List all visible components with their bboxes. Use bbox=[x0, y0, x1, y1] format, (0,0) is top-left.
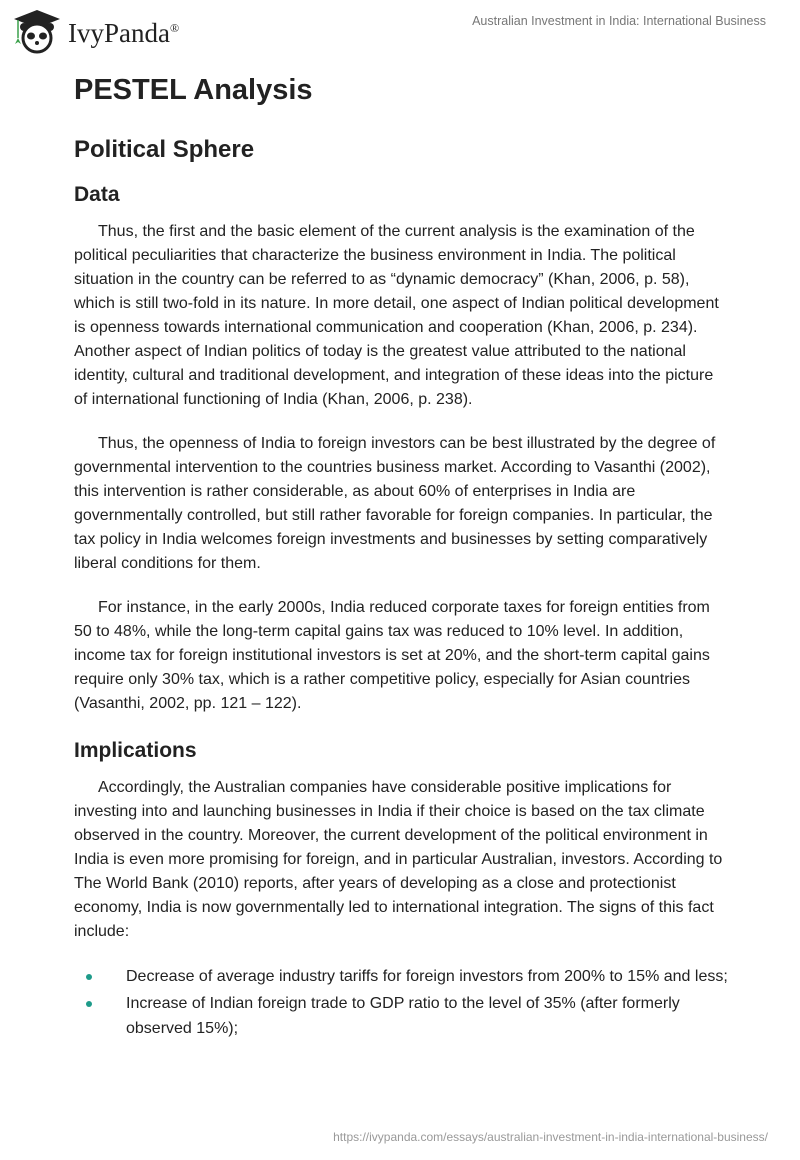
panda-graduate-icon bbox=[12, 8, 62, 54]
paragraph: Thus, the openness of India to foreign investors can be best illustrated by the degree of governmental intervention to the countries business market. According to Vasanthi (2002), this intervention is rather considerable, as about 60% of enterprises in India are governmentally controlled, but still rather favorable for foreign companies. In particular, the tax policy in India welcomes foreign investments and businesses by setting comparatively liberal conditions for them. bbox=[74, 435, 716, 572]
document-title: Australian Investment in India: International Business bbox=[472, 14, 766, 28]
list-item bbox=[74, 991, 730, 1041]
data-heading: Data bbox=[74, 183, 120, 206]
registered-mark: ® bbox=[169, 20, 180, 35]
list-item bbox=[74, 964, 730, 989]
list-item-text: Decrease of average industry tariffs for foreign investors from 200% to 15% and less; bbox=[126, 968, 728, 985]
paragraph: Thus, the first and the basic element of the current analysis is the examination of the political peculiarities that characterize the business environment in India. The political situation in the country can be referred to as “dynamic democracy” (Khan, 2006, p. 58), which is still two-fold in its nature. In more detail, one aspect of Indian political development is openness towards international communication and cooperation (Khan, 2006, p. 234). Another aspect of Indian politics of today is the greatest value attributed to the national identity, cultural and traditional development, and integration of these ideas into the picture of international functioning of India (Khan, 2006, p. 238). bbox=[74, 223, 719, 408]
paragraph: Accordingly, the Australian companies have considerable positive implications for investing into and launching businesses in India if their choice is based on the tax climate observed in the country. Moreover, the current development of the political environment in India is even more promising for foreign, and in particular Australian, investors. According to The World Bank (2010) reports, after years of developing as a close and protectionist economy, India is now governmentally led to international integration. The signs of this fact include: bbox=[74, 779, 723, 940]
implications-heading: Implications bbox=[74, 739, 197, 762]
ivypanda-logo[interactable] bbox=[12, 8, 179, 54]
list-item-text: Increase of Indian foreign trade to GDP ratio to the level of 35% (after formerly observed 15%); bbox=[126, 995, 680, 1037]
article-content bbox=[74, 70, 730, 1043]
page-header bbox=[0, 0, 800, 60]
source-url-link[interactable]: https://ivypanda.com/essays/australian-investment-in-india-international-business/ bbox=[333, 1130, 768, 1144]
section-heading: Political Sphere bbox=[74, 136, 255, 163]
bullet-icon bbox=[86, 1001, 92, 1007]
paragraph: For instance, in the early 2000s, India reduced corporate taxes for foreign entities from 50 to 48%, while the long-term capital gains tax was reduced to 10% level. In addition, income tax for foreign institutional investors is set at 20%, and the short-term capital gains require only 30% tax, which is a rather competitive policy, especially for Asian countries (Vasanthi, 2002, pp. 121 – 122). bbox=[74, 599, 710, 712]
logo-text: IvyPanda bbox=[68, 17, 170, 48]
page-title: PESTEL Analysis bbox=[74, 74, 313, 106]
bullet-icon bbox=[86, 974, 92, 980]
bullet-list bbox=[74, 964, 730, 1041]
